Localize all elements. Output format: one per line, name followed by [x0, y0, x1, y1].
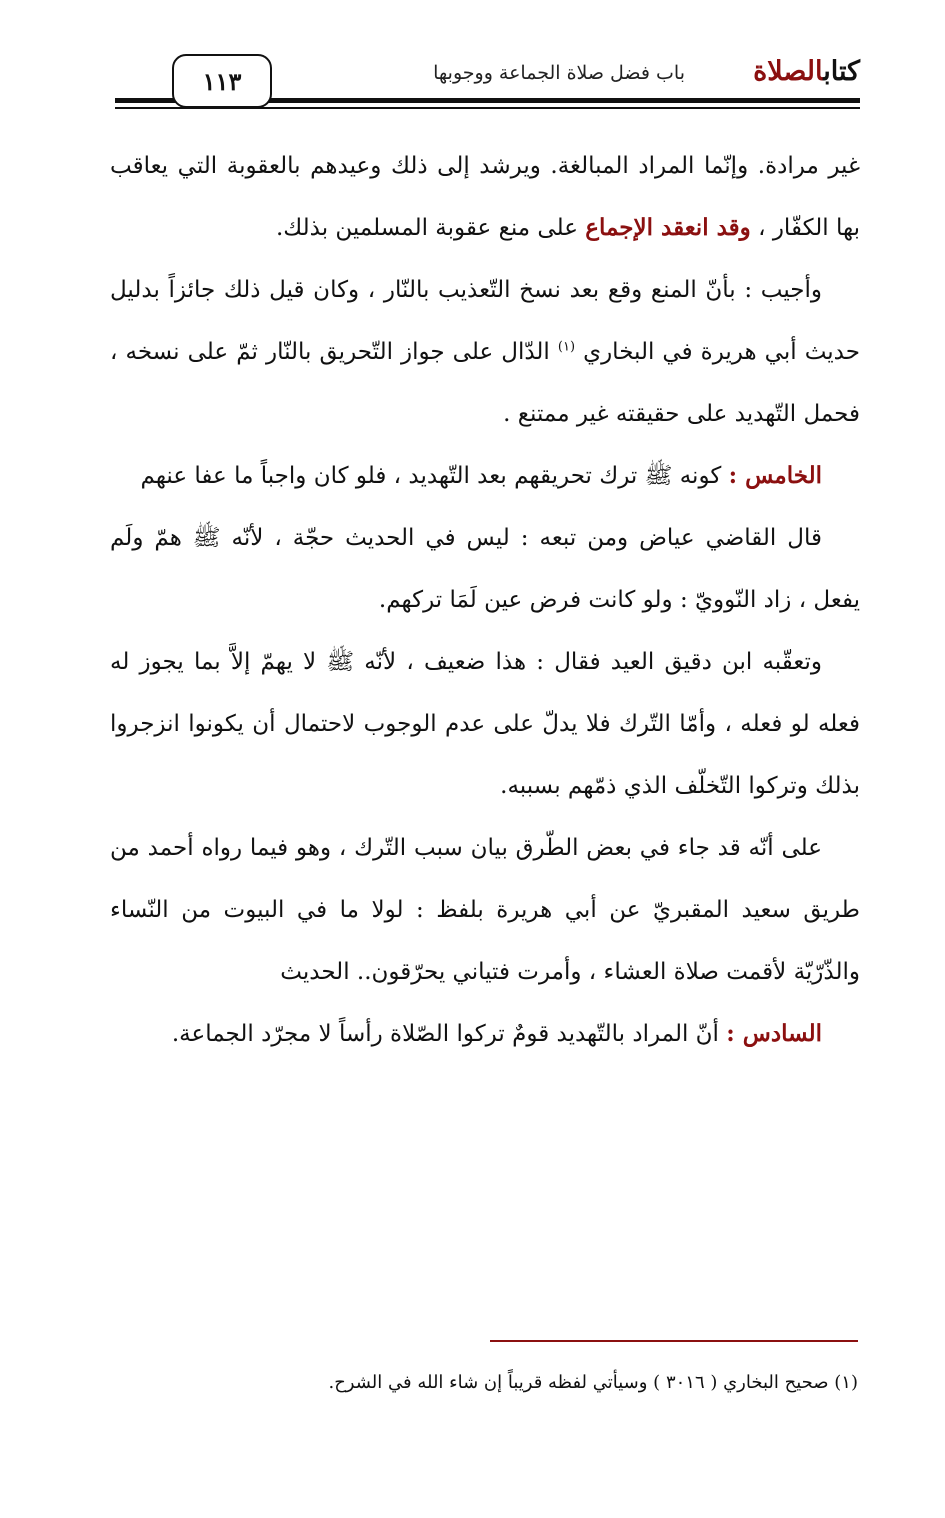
p2-text: وأجيب : بأنّ المنع وقع بعد نسخ التّعذيب بالنّار ، وكان قيل ذلك جائزاً بدليل حديث أبي هريرة في البخاري — [110, 277, 860, 365]
footnote: (١) صحيح البخاري ( ٣٠١٦ ) وسيأتي لفظه قريباً إن شاء الله في الشرح. — [328, 1372, 858, 1393]
p1-end: على منع عقوبة المسلمين بذلك. — [275, 215, 586, 241]
page-header — [115, 40, 860, 115]
p1-text: غير مرادة. وإنّما المراد المبالغة. ويرشد إلى ذلك وعيدهم بالعقوبة التي يعاقب بها الكفّار ، — [110, 153, 860, 241]
book-title-accent: الصلاة — [753, 56, 824, 87]
paragraph-5: وتعقّبه ابن دقيق العيد فقال : هذا ضعيف ، لأنّه ﷺ لا يهمّ إلاَّ بما يجوز له فعله لو فعله ، وأمّا التّرك فلا يدلّ على عدم الوجوب لاحتمال أن يكونوا انزجروا بذلك وتركوا التّخلّف الذي ذمّهم بسببه. — [110, 649, 860, 799]
p3-text: كونه ﷺ ترك تحريقهم بعد التّهديد ، فلو كان واجباً ما عفا عنهم — [140, 463, 729, 489]
p2-end: الدّال على جواز التّحريق بالنّار ثمّ على نسخه ، فحمل التّهديد على حقيقته غير ممتنع . — [110, 339, 860, 427]
label-fifth: الخامس : — [728, 462, 822, 489]
body-text — [110, 135, 860, 1065]
p7-text: أنّ المراد بالتّهديد قومٌ تركوا الصّلاة رأساً لا مجرّد الجماعة. — [171, 1021, 727, 1047]
footnote-divider — [490, 1340, 858, 1342]
paragraph-2 — [110, 259, 860, 445]
paragraph-7 — [110, 1003, 860, 1065]
book-title — [753, 56, 860, 87]
paragraph-3 — [110, 445, 860, 507]
book-title-word: كتاب — [823, 56, 860, 87]
paragraph-1 — [110, 135, 860, 259]
footnote-ref[interactable]: (١) — [557, 339, 576, 355]
label-sixth: السادس : — [726, 1020, 822, 1047]
emphasis-consensus: وقد انعقد الإجماع — [585, 214, 751, 241]
paragraph-4: قال القاضي عياض ومن تبعه : ليس في الحديث حجّة ، لأنّه ﷺ همّ ولَم يفعل ، زاد النّوويّ : ولو كانت فرض عين لَمَا تركهم. — [110, 525, 860, 613]
chapter-title: باب فضل صلاة الجماعة ووجوبها — [433, 62, 685, 84]
page-number: ١١٣ — [172, 54, 272, 108]
paragraph-6: على أنّه قد جاء في بعض الطّرق بيان سبب التّرك ، وهو فيما رواه أحمد من طريق سعيد المقبريّ عن أبي هريرة بلفظ : لولا ما في البيوت من النّساء والذّرّيّة لأقمت صلاة العشاء ، وأمرت فتياني يحرّقون.. الحديث — [110, 835, 860, 985]
